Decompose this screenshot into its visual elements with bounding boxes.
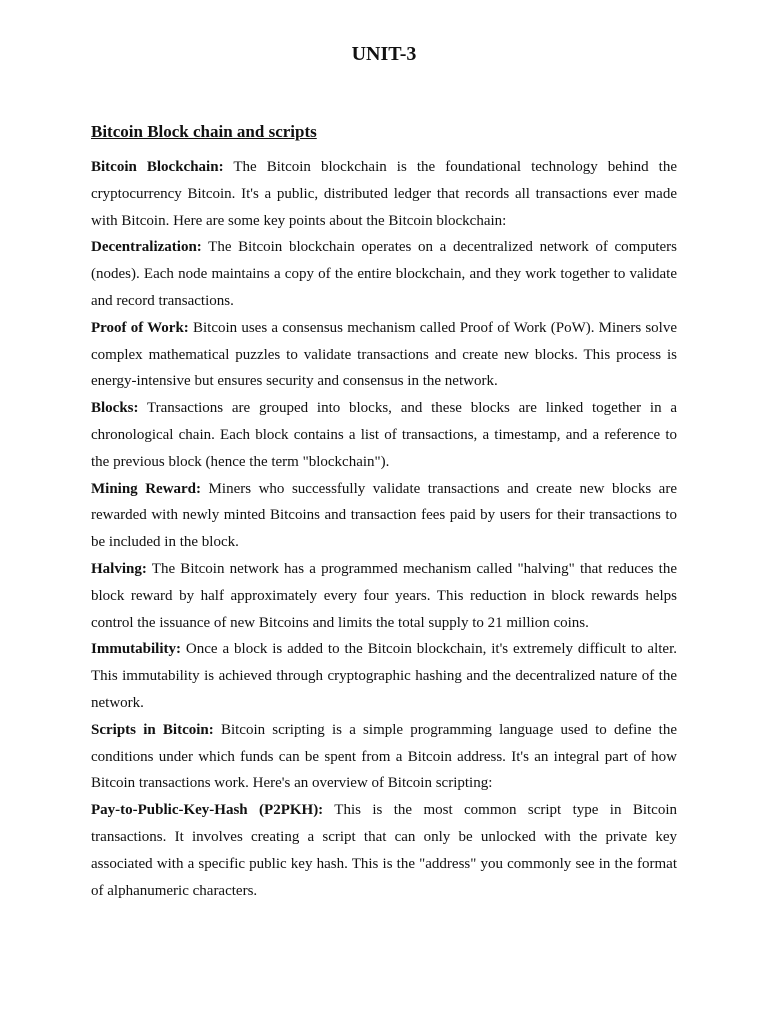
paragraph-text: Bitcoin uses a consensus mechanism called Proof of Work (PoW). Miners solve complex mathematical puzzles to validate transactions and create new blocks. This process is energy-intensive but ensures security and consensus in the network. [91, 319, 678, 390]
paragraph-text: The Bitcoin blockchain is the foundational technology behind the cryptocurrency Bitcoin. It's a public, distributed ledger that records all transactions ever made with Bitcoin. Here are some key points about the Bitcoin blockchain: [91, 159, 678, 229]
paragraph-text: This is the most common script type in Bitcoin transactions. It involves creating a script that can only be unlocked with the private key associated with a specific public key hash. This is the "address" you commonly see in the format of alphanumeric characters. [91, 802, 678, 899]
paragraph-text: The Bitcoin blockchain operates on a decentralized network of computers (nodes). Each node maintains a copy of the entire blockchain, and they work together to validate and record transactions. [91, 239, 677, 309]
paragraph-halving [91, 556, 677, 636]
paragraph-term: Proof of Work: [91, 319, 189, 336]
paragraph-term: Decentralization: [91, 239, 202, 256]
paragraph-bitcoin-blockchain [91, 154, 677, 234]
paragraph-blocks [91, 395, 677, 475]
paragraph-text: Once a block is added to the Bitcoin blockchain, it's extremely difficult to alter. This immutability is achieved through cryptographic hashing and the decentralized nature of the network. [91, 641, 677, 711]
paragraph-immutability [91, 636, 677, 716]
paragraph-text: Bitcoin scripting is a simple programming language used to define the conditions under which funds can be spent from a Bitcoin address. It's an integral part of how Bitcoin transactions work. Here's an overview of Bitcoin scripting: [91, 721, 678, 792]
section-heading: Bitcoin Block chain and scripts [91, 122, 317, 141]
paragraph-text: Miners who successfully validate transactions and create new blocks are rewarded with newly minted Bitcoins and transaction fees paid by users for their transactions to be included in the block. [91, 480, 677, 551]
paragraph-term: Bitcoin Blockchain: [91, 159, 224, 175]
paragraph-text: The Bitcoin network has a programmed mechanism called "halving" that reduces the block reward by half approximately every four years. This reduction in block rewards helps control the issuance of new Bitcoins and limits the total supply to 21 million coins. [91, 560, 677, 631]
paragraph-term: Scripts in Bitcoin: [91, 721, 214, 738]
paragraph-term: Halving: [91, 560, 147, 577]
unit-title: UNIT-3 [351, 43, 417, 65]
paragraph-decentralization [91, 234, 677, 314]
paragraph-term: Mining Reward: [91, 480, 202, 497]
paragraph-proof-of-work [91, 315, 677, 395]
paragraph-mining-reward [91, 476, 677, 556]
paragraph-p2pkh [91, 797, 677, 904]
document-content [91, 120, 677, 904]
paragraph-text: Transactions are grouped into blocks, and these blocks are linked together in a chronological chain. Each block contains a list of transactions, a timestamp, and a reference to the previous block (hence the term "blockchain"). [91, 400, 677, 470]
paragraph-scripts-in-bitcoin [91, 717, 677, 797]
paragraph-term: Immutability: [91, 641, 181, 658]
paragraph-term: Blocks: [91, 400, 139, 417]
paragraph-term: Pay-to-Public-Key-Hash (P2PKH): [91, 802, 324, 819]
